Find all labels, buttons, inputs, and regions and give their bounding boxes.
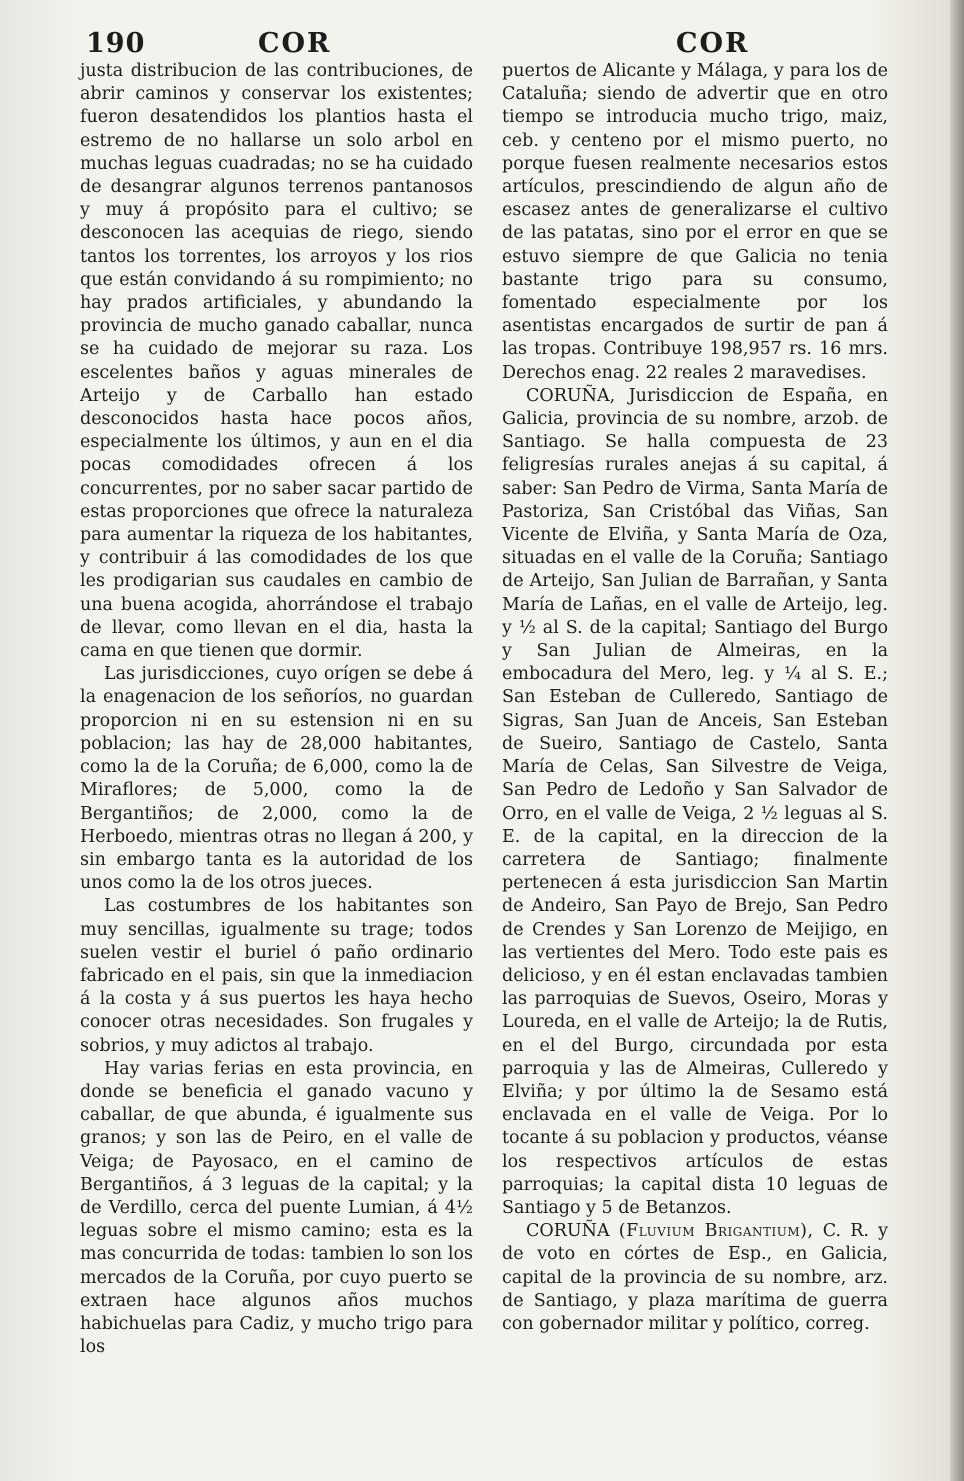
left-paragraph-1: justa distribucion de las contribuciones, de abrir caminos y conservar los existentes; fueron desatendidos los plantios hasta el estremo de no hallarse un solo arbol en muchas leguas cuadradas; no se ha cuidado de desangrar algunos terrenos pantanosos y muy á propósito para el cultivo; se desconocen las acequias de riego, siendo tantos los torrentes, los arroyos y los rios que están convidando á su rompimiento; no hay prados artificiales, y abundando la provincia de mucho ganado caballar, nunca se ha cuidado de mejorar su raza. Los escelentes baños y aguas minerales de Arteijo y de Carballo han estado desconocidos hasta hace pocos años, especialmente los últimos, y aun en el dia pocas comodidades ofrecen á los concurrentes, por no saber sacar partido de estas proporciones que ofrece la naturaleza para aumentar la riqueza de los habitantes, y contribuir á las comodidades de los que les prodigarian sus caudales en cambio de una buena acogida, ahorrándose el trabajo de llevar, como llevan en el dia, hasta la cama en que tienen que dormir. xyxy=(80,61,473,662)
right-column xyxy=(502,60,888,1336)
right-paragraph-intro: puertos de Alicante y Málaga, y para los de Cataluña; siendo de advertir que en otro tiempo se introducia mucho trigo, maiz, ceb. y centeno por el mismo puerto, no porque fuesen realmente necesarios estos artículos, prescindiendo de algun año de escasez antes de generalizarse el cultivo de las patatas, sino por el error en que se estuvo siempre de que Galicia no tenia bastante trigo para su consumo, fomentado especialmente por los asentistas encargados de surtir de pan á las tropas. Contribuye 198,957 rs. 16 mrs. Derechos enag. 22 reales 2 maravedises. xyxy=(502,61,888,383)
page-edge-shadow xyxy=(950,0,964,1481)
left-paragraph-2: Las jurisdicciones, cuyo orígen se debe á la enagenacion de los señoríos, no guardan proporcion ni en su estension ni en su poblacion; las hay de 28,000 habitantes, como la de la Coruña; de 6,000, como la de Miraflores; de 5,000, como la de Bergantiños; de 2,000, como la de Herboedo, mientras otras no llegan á 200, y sin embargo tanta es la autoridad de los unos como la de los otros jueces. xyxy=(80,664,473,894)
entry-coruna-jurisdiccion xyxy=(502,385,888,1220)
running-header xyxy=(0,28,964,58)
entry-latin-name: (Fluvium Brigantium), xyxy=(618,1221,814,1242)
entry-headword: CORUÑA xyxy=(526,1221,610,1242)
right-headword: COR xyxy=(676,28,750,59)
entry-headword: CORUÑA, xyxy=(526,385,616,406)
entry-body: C. R. y de voto en córtes de Esp., en Galicia, capital de la provincia de su nombre, arz. de Santiago, y plaza marítima de guerra con gobernador militar y político, correg. xyxy=(502,1221,888,1334)
left-paragraph-4: Hay varias ferias en esta provincia, en donde se beneficia el ganado vacuno y caballar, de que abunda, é igualmente sus granos; y son las de Peiro, en el valle de Veiga; de Payosaco, en el camino de Bergantiños, á 3 leguas de la capital; y la de Verdillo, cerca del puente Lumian, á 4½ leguas sobre el mismo camino; esta es la mas concurrida de todas: tambien lo son los mercados de la Coruña, por cuyo puerto se extraen hace algunos años muchos habichuelas para Cadiz, y mucho trigo para los xyxy=(80,1058,473,1358)
entry-coruna-ciudad xyxy=(502,1220,888,1336)
entry-body: Jurisdiccion de España, en Galicia, provincia de su nombre, arzob. de Santiago. Se halla compuesta de 23 feligresías rurales anejas á su capital, á saber: San Pedro de Virma, Santa María de Pastoriza, San Cristóbal das Viñas, San Vicente de Elviña, y Santa María de Oza, situadas en el valle de la Coruña; Santiago de Arteijo, San Julian de Barrañan, y Santa María de Lañas, en el valle de Arteijo, leg. y ½ al S. de la capital; Santiago del Burgo y San Julian de Almeiras, en la embocadura del Mero, leg. y ¼ al S. E.; San Esteban de Culleredo, Santiago de Sigras, San Juan de Anceis, San Esteban de Sueiro, Santiago de Castelo, Santa María de Celas, San Silvestre de Veiga, San Pedro de Ledoño y San Salvador de Orro, en el valle de Veiga, 2 ½ leguas al S. E. de la capital, en la direccion de la carretera de Santiago; finalmente pertenecen á esta jurisdiccion San Martin de Andeiro, San Payo de Brejo, San Pedro de Crendes y San Lorenzo de Meijigo, en las vertientes del Mero. Todo este pais es delicioso, y en él estan enclavadas tambien las parroquias de Suevos, Oseiro, Moras y Loureda, en el valle de Arteijo; la de Rutis, en el del Burgo, circundada por esta parroquia y las de Almeiras, Culleredo y Elviña; y por último la de Sesamo está enclavada en el valle de Veiga. Por lo tocante á su poblacion y productos, véanse los respectivos artículos de estas parroquias; la capital dista 10 leguas de Santiago y 5 de Betanzos. xyxy=(502,385,888,1218)
left-headword: COR xyxy=(258,28,332,59)
left-paragraph-3: Las costumbres de los habitantes son muy sencillas, igualmente su trage; todos suelen vestir el buriel ó paño ordinario fabricado en el pais, sin que la inmediacion á la costa y á sus puertos les haya hecho conocer otras necesidades. Son frugales y sobrios, y muy adictos al trabajo. xyxy=(80,896,473,1056)
page-number: 190 xyxy=(86,28,146,59)
left-column xyxy=(80,60,473,1359)
